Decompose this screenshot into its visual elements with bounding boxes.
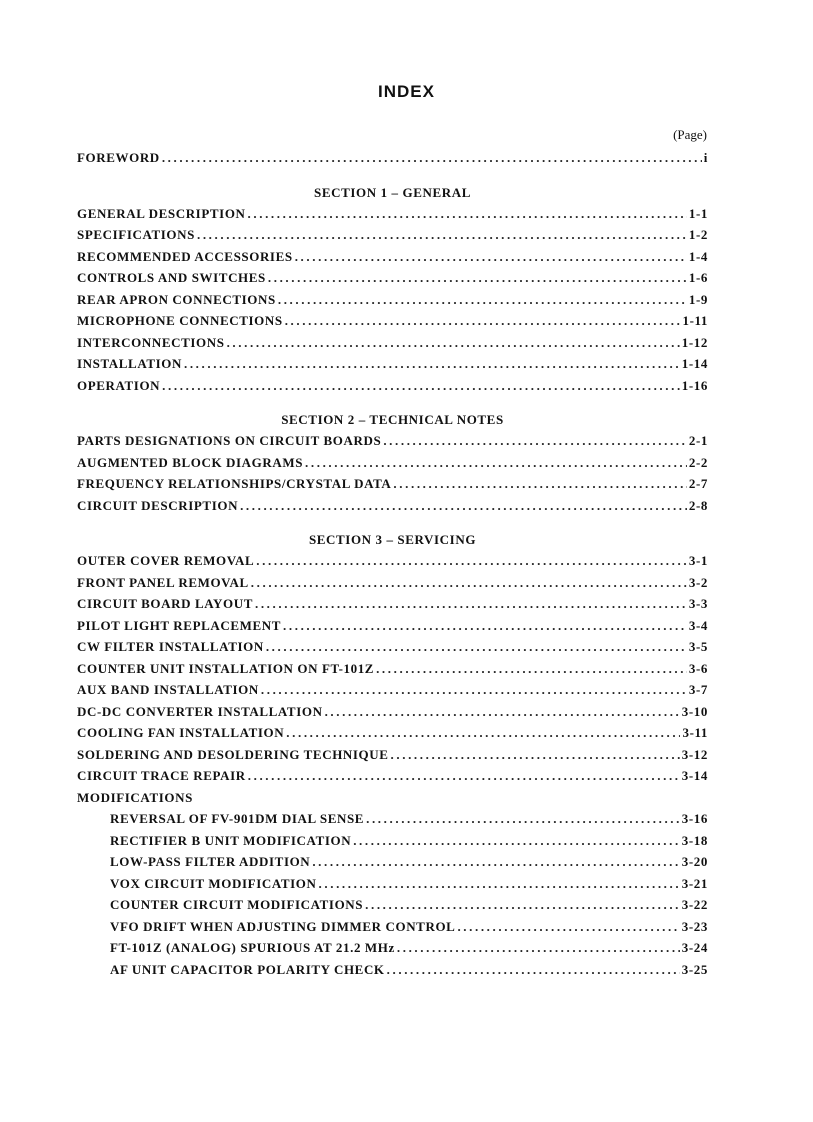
- toc-entry-page: i: [703, 150, 708, 165]
- dot-leader: [240, 498, 687, 514]
- dot-leader: [305, 455, 687, 471]
- toc-subentry[interactable]: [77, 833, 708, 855]
- toc-subentry[interactable]: [77, 962, 708, 984]
- toc-entry-page: 2-1: [688, 433, 708, 448]
- toc-entry-page: 3-11: [682, 725, 708, 740]
- toc-entry-page: 3-4: [688, 617, 708, 633]
- toc-entry-label: AUX BAND INSTALLATION: [77, 682, 259, 697]
- toc-entry-page: 3-18: [681, 832, 708, 848]
- toc-subentry[interactable]: [77, 919, 708, 941]
- page-title: INDEX: [378, 82, 435, 101]
- toc-entry-label: PARTS DESIGNATIONS ON CIRCUIT BOARDS: [77, 433, 382, 448]
- toc-entry-page: 3-12: [681, 746, 708, 762]
- toc-entry-label: AF UNIT CAPACITOR POLARITY CHECK: [110, 961, 385, 977]
- dot-leader: [255, 596, 687, 612]
- dot-leader: [312, 854, 679, 870]
- toc-entry-label: FRONT PANEL REMOVAL: [77, 574, 249, 590]
- toc-entry-label: GENERAL DESCRIPTION: [77, 205, 246, 221]
- toc-entry-modifications[interactable]: [77, 790, 708, 812]
- toc-entry-label: FT-101Z (ANALOG) SPURIOUS AT 21.2 MHz: [110, 940, 395, 955]
- toc-subentry[interactable]: [77, 897, 708, 919]
- toc-entry-page: 2-8: [688, 497, 708, 513]
- dot-leader: [261, 682, 687, 698]
- dot-leader: [278, 292, 687, 308]
- toc-entry[interactable]: [77, 704, 708, 726]
- toc-entry[interactable]: [77, 227, 708, 249]
- dot-leader: [256, 553, 687, 569]
- dot-leader: [285, 313, 681, 329]
- dot-leader: [391, 747, 680, 763]
- toc-entry-page: 3-21: [681, 875, 708, 891]
- toc-subentry[interactable]: [77, 854, 708, 876]
- section-heading-3: SECTION 3 – SERVICING: [308, 532, 477, 547]
- toc-entry-label: SOLDERING AND DESOLDERING TECHNIQUE: [77, 746, 389, 762]
- toc-entry-page: 3-24: [681, 940, 708, 955]
- toc-entry[interactable]: [77, 498, 708, 520]
- toc-entry-page: 1-1: [688, 205, 708, 221]
- toc-entry-label: AUGMENTED BLOCK DIAGRAMS: [77, 454, 304, 470]
- dot-leader: [457, 919, 679, 935]
- toc-entry-label: INSTALLATION: [77, 356, 182, 371]
- toc-entry-page: 1-9: [688, 291, 708, 307]
- dot-leader: [383, 433, 687, 449]
- toc-entry-label: REAR APRON CONNECTIONS: [77, 291, 276, 307]
- dot-leader: [184, 356, 680, 372]
- page-column-label: (Page): [673, 127, 707, 142]
- toc-subentry[interactable]: [77, 876, 708, 898]
- toc-entry[interactable]: [77, 725, 708, 747]
- toc-entry-page: 3-23: [681, 918, 708, 934]
- toc-entry-label: VFO DRIFT WHEN ADJUSTING DIMMER CONTROL: [110, 918, 456, 934]
- toc-entry-page: 2-2: [688, 454, 708, 470]
- toc-entry-page: 1-14: [681, 356, 708, 371]
- toc-entry[interactable]: [77, 433, 708, 455]
- toc-entry-label: FREQUENCY RELATIONSHIPS/CRYSTAL DATA: [77, 476, 392, 491]
- toc-subentry[interactable]: [77, 940, 708, 962]
- dot-leader: [353, 833, 680, 849]
- dot-leader: [283, 618, 687, 634]
- dot-leader: [376, 661, 687, 677]
- toc-entry-label: CIRCUIT TRACE REPAIR: [77, 768, 246, 783]
- toc-entry-label: SPECIFICATIONS: [77, 227, 195, 242]
- toc-entry-page: 3-22: [681, 897, 708, 912]
- toc-entry-label: OUTER COVER REMOVAL: [77, 553, 255, 568]
- toc-entry-label: RECOMMENDED ACCESSORIES: [77, 248, 293, 264]
- toc-entry[interactable]: [77, 356, 708, 378]
- toc-entry-page: 3-20: [681, 854, 708, 869]
- toc-entry-page: 3-25: [681, 961, 708, 977]
- toc-entry-page: 1-16: [681, 377, 708, 393]
- toc-entry-label: COUNTER UNIT INSTALLATION ON FT-101Z: [77, 660, 375, 676]
- toc-entry-label: INTERCONNECTIONS: [77, 334, 225, 350]
- toc-entry-label: OPERATION: [77, 377, 161, 393]
- toc-entry-label: MODIFICATIONS: [77, 789, 193, 805]
- toc-entry[interactable]: [77, 206, 708, 228]
- toc-subentry[interactable]: [77, 811, 708, 833]
- toc-entry-page: 3-1: [688, 553, 708, 568]
- toc-entry-label: CIRCUIT DESCRIPTION: [77, 497, 239, 513]
- toc-entry[interactable]: [77, 747, 708, 769]
- dot-leader: [366, 811, 680, 827]
- section-heading-1: SECTION 1 – GENERAL: [314, 184, 471, 200]
- toc-entry-label: CIRCUIT BOARD LAYOUT: [77, 596, 253, 611]
- toc-entry[interactable]: [77, 476, 708, 498]
- table-of-contents: [77, 150, 708, 983]
- toc-entry-label: RECTIFIER B UNIT MODIFICATION: [110, 832, 352, 848]
- dot-leader: [365, 897, 680, 913]
- toc-entry-page: 3-7: [688, 682, 708, 697]
- toc-entry-label: CONTROLS AND SWITCHES: [77, 270, 266, 285]
- toc-entry-label: CW FILTER INSTALLATION: [77, 639, 264, 654]
- toc-entry-page: 3-14: [681, 768, 708, 783]
- toc-entry-label: PILOT LIGHT REPLACEMENT: [77, 617, 282, 633]
- dot-leader: [393, 476, 686, 492]
- toc-entry-page: 3-5: [688, 639, 708, 654]
- toc-entry-page: 1-2: [688, 227, 708, 242]
- toc-entry-page: 2-7: [688, 476, 708, 491]
- toc-entry[interactable]: [77, 553, 708, 575]
- toc-entry[interactable]: [77, 455, 708, 477]
- toc-entry[interactable]: [77, 378, 708, 400]
- toc-entry-label: LOW-PASS FILTER ADDITION: [110, 854, 311, 869]
- dot-leader: [325, 704, 680, 720]
- toc-entry[interactable]: [77, 661, 708, 683]
- dot-leader: [397, 940, 680, 956]
- toc-entry[interactable]: [77, 639, 708, 661]
- dot-leader: [286, 725, 680, 741]
- dot-leader: [197, 227, 687, 243]
- toc-entry-label: COOLING FAN INSTALLATION: [77, 725, 285, 740]
- toc-entry-page: 3-2: [688, 574, 708, 590]
- toc-entry[interactable]: [77, 249, 708, 271]
- dot-leader: [319, 876, 680, 892]
- toc-entry-page: 3-3: [688, 596, 708, 611]
- toc-entry-page: 1-6: [688, 270, 708, 285]
- toc-entry-foreword[interactable]: [77, 150, 708, 172]
- toc-entry-label: FOREWORD: [77, 150, 160, 165]
- dot-leader: [387, 962, 680, 978]
- toc-entry[interactable]: [77, 618, 708, 640]
- toc-entry-label: REVERSAL OF FV-901DM DIAL SENSE: [110, 811, 365, 826]
- toc-entry-page: 3-10: [681, 703, 708, 719]
- toc-entry-label: COUNTER CIRCUIT MODIFICATIONS: [110, 897, 364, 912]
- toc-entry[interactable]: [77, 596, 708, 618]
- toc-entry-page: 1-11: [682, 313, 708, 328]
- dot-leader: [268, 270, 687, 286]
- dot-leader: [248, 206, 687, 222]
- toc-entry[interactable]: [77, 270, 708, 292]
- toc-entry-page: 1-4: [688, 248, 708, 264]
- toc-entry[interactable]: [77, 335, 708, 357]
- section-heading-2: SECTION 2 – TECHNICAL NOTES: [281, 412, 504, 427]
- toc-entry-label: VOX CIRCUIT MODIFICATION: [110, 875, 317, 891]
- toc-entry-label: MICROPHONE CONNECTIONS: [77, 313, 283, 328]
- toc-entry[interactable]: [77, 768, 708, 790]
- toc-entry-page: 3-16: [681, 811, 708, 826]
- dot-leader: [295, 249, 687, 265]
- dot-leader: [162, 150, 702, 166]
- toc-entry[interactable]: [77, 313, 708, 335]
- dot-leader: [227, 335, 680, 351]
- dot-leader: [248, 768, 680, 784]
- dot-leader: [162, 378, 680, 394]
- toc-entry[interactable]: [77, 682, 708, 704]
- toc-entry-page: 1-12: [681, 334, 708, 350]
- toc-entry-label: DC-DC CONVERTER INSTALLATION: [77, 703, 323, 719]
- dot-leader: [266, 639, 687, 655]
- dot-leader: [251, 575, 687, 591]
- toc-entry-page: 3-6: [688, 660, 708, 676]
- toc-entry[interactable]: [77, 575, 708, 597]
- toc-entry[interactable]: [77, 292, 708, 314]
